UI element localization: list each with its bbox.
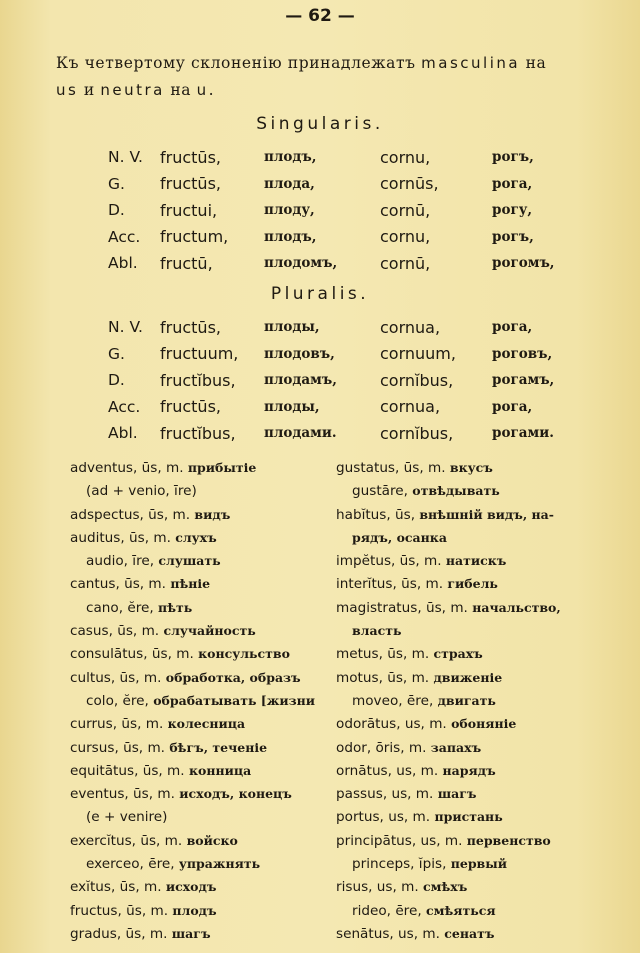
vocab-entry [70,712,370,735]
vocab-entry [70,596,370,619]
vocab-entry [336,805,636,828]
vocab-russian: прибытіе [187,460,257,475]
vocab-latin: adspectus, ūs, m. [70,506,195,523]
intro-text-2: на [520,54,547,72]
vocab-entry [70,526,370,549]
vocab-russian: нарядъ [442,762,496,778]
case-label: Abl. [108,424,138,443]
singularis-row [108,144,582,171]
russian-plod: плодовъ, [264,345,335,362]
vocab-entry [336,549,636,572]
vocab-russian: запахъ [430,739,482,755]
latin-cornu: cornūs, [380,174,439,194]
vocab-latin: senātus, us, m. [336,925,445,942]
latin-fructus: fructĭbus, [160,370,236,390]
vocab-entry [336,759,636,782]
vocab-entry [70,456,370,479]
vocab-right-column [336,456,636,945]
vocab-latin: adventus, ūs, m. [70,460,188,476]
vocab-russian: пѣть [158,599,193,615]
vocab-latin: odor, ōris, m. [336,739,431,756]
vocab-entry [70,666,370,689]
russian-plod: плодамъ, [264,372,337,389]
vocab-russian: плодъ [172,902,217,918]
vocab-russian: гибель [447,576,498,592]
vocab-russian: исходъ [165,879,217,895]
vocab-russian: отвѣдывать [412,483,500,499]
vocab-russian: обработка, образъ [165,669,301,685]
vocab-russian: обрабатывать [жизни [153,692,315,708]
pluralis-table [108,314,582,447]
latin-fructus: fructum, [160,227,229,247]
vocab-russian: бѣгъ, теченіе [169,739,268,755]
vocab-latin: gustāre, [352,483,413,500]
pluralis-row [108,341,582,368]
russian-rog: рога, [492,319,533,336]
vocab-latin: (e + venire) [86,809,168,826]
vocab-russian: войско [186,832,238,848]
intro-text-5: . [208,81,215,99]
vocab-latin: exercĭtus, ūs, m. [70,832,187,849]
pluralis-row [108,394,582,421]
vocab-entry [70,922,370,945]
vocab-latin: cantus, ūs, m. [70,576,171,593]
russian-plod: плодъ, [264,149,317,166]
vocab-russian: первый [450,856,508,872]
latin-fructus: fructū, [160,253,213,273]
vocab-russian: рядъ, осанка [352,529,447,545]
vocab-entry [336,503,636,526]
vocab-latin: (ad + venio, īre) [86,483,197,500]
russian-rog: рога, [492,398,533,415]
latin-cornu: cornū, [380,200,431,220]
russian-plod: плоду, [264,202,315,219]
latin-cornu: cornĭbus, [380,423,454,443]
singularis-table [108,144,582,277]
russian-plod: плодами. [264,425,337,442]
vocab-latin: moveo, ēre, [352,692,438,709]
latin-fructus: fructūs, [160,147,221,167]
vocab-russian: слухъ [175,529,217,545]
vocab-russian: видъ [194,506,231,522]
russian-plod: плода, [264,175,315,192]
vocab-entry [336,479,636,502]
vocab-latin: currus, ūs, m. [70,716,168,733]
vocab-latin: magistratus, ūs, m. [336,599,473,616]
vocab-entry [70,852,370,875]
vocab-entry [70,572,370,595]
vocab-latin: exĭtus, ūs, m. [70,879,166,896]
russian-plod: плодъ, [264,228,317,245]
vocab-latin: motus, ūs, m. [336,669,434,686]
vocab-latin: fructus, ūs, m. [70,902,173,919]
vocab-latin: casus, ūs, m. [70,623,164,640]
singularis-heading: Singularis. [256,114,384,134]
case-label: D. [108,371,125,390]
intro-ending-us: us [56,81,79,99]
vocab-entry [70,689,370,712]
vocab-russian: консульство [198,646,290,662]
vocab-latin: interĭtus, ūs, m. [336,576,448,593]
vocab-russian: двигать [437,692,496,708]
latin-cornu: cornū, [380,253,431,273]
vocab-latin: auditus, ūs, m. [70,529,176,546]
vocab-latin: impĕtus, ūs, m. [336,553,446,570]
russian-plod: плодомъ, [264,255,338,272]
vocab-latin: eventus, ūs, m. [70,786,180,803]
russian-rog: рогу, [492,202,533,219]
vocab-latin: gustatus, ūs, m. [336,460,450,476]
russian-rog: рогомъ, [492,255,555,272]
vocab-latin: cano, ĕre, [86,599,159,616]
vocab-russian: обоняніе [451,716,517,732]
vocab-russian: шагъ [171,925,211,941]
latin-cornu: cornu, [380,227,431,247]
russian-plod: плоды, [264,319,320,336]
case-label: G. [108,174,125,193]
vocab-entry [336,666,636,689]
vocab-entry [336,782,636,805]
russian-rog: рогъ, [492,149,534,166]
vocab-entry [336,899,636,922]
pluralis-heading: Pluralis. [270,284,370,304]
vocab-latin: colo, ĕre, [86,692,154,709]
intro-ending-u: u [196,81,209,99]
latin-fructus: fructūs, [160,397,221,417]
pluralis-row [108,314,582,341]
russian-plod: плоды, [264,398,320,415]
vocab-latin: rideo, ēre, [352,902,426,919]
intro-text-4: на [164,81,197,99]
vocab-latin: habĭtus, ūs, [336,506,420,523]
russian-rog: рогами. [492,425,554,442]
vocab-entry [336,852,636,875]
vocab-russian: власть [352,623,402,639]
singularis-row [108,197,582,224]
case-label: Abl. [108,254,138,273]
pluralis-row [108,367,582,394]
case-label: N. V. [108,148,143,167]
case-label: Acc. [108,227,141,246]
vocab-russian: сенатъ [444,925,495,941]
intro-latin-neutra: neutra [100,81,165,99]
vocab-latin: ornātus, us, m. [336,762,443,779]
vocab-russian: исходъ, конецъ [179,786,292,802]
vocab-entry [70,549,370,572]
vocab-entry [336,922,636,945]
latin-cornu: cornua, [380,397,441,417]
singularis-row [108,224,582,251]
vocab-russian: пѣніе [170,576,211,592]
vocab-latin: princeps, ĭpis, [352,856,451,873]
vocab-entry [70,805,370,828]
vocab-latin: cultus, ūs, m. [70,669,166,686]
singularis-row [108,250,582,277]
vocab-entry [70,642,370,665]
vocab-latin: odorātus, us, m. [336,716,452,733]
latin-cornu: cornuum, [380,344,456,364]
vocab-russian: смѣяться [425,902,496,918]
russian-rog: рога, [492,175,533,192]
intro-paragraph [56,50,626,104]
case-label: D. [108,201,125,220]
vocab-entry [70,736,370,759]
vocab-latin: portus, us, m. [336,809,435,826]
vocab-russian: колесница [167,716,246,732]
vocab-latin: passus, us, m. [336,786,438,803]
vocab-russian: внѣшній видъ, на- [419,506,554,522]
case-label: G. [108,344,125,363]
pluralis-row [108,420,582,447]
vocab-russian: шагъ [437,786,477,802]
vocab-entry [70,875,370,898]
vocab-russian: вкусъ [449,460,493,475]
vocab-entry [70,782,370,805]
singularis-row [108,171,582,198]
vocab-left-column [70,456,370,945]
vocab-russian: страхъ [433,646,483,662]
case-label: N. V. [108,318,143,337]
vocab-russian: пристань [434,809,503,825]
vocab-entry [70,503,370,526]
vocab-entry [336,456,636,479]
vocab-latin: gradus, ūs, m. [70,925,172,942]
latin-fructus: fructūs, [160,174,221,194]
vocab-entry [336,712,636,735]
russian-rog: рогъ, [492,228,534,245]
intro-text-3: и [78,81,101,99]
russian-rog: роговъ, [492,345,553,362]
latin-cornu: cornua, [380,317,441,337]
latin-fructus: fructuum, [160,344,239,364]
vocab-latin: exerceo, ēre, [86,856,179,873]
vocab-russian: конница [188,762,252,778]
case-label: Acc. [108,397,141,416]
vocab-latin: audio, īre, [86,553,159,570]
vocab-russian: смѣхъ [423,879,468,895]
vocab-entry [336,642,636,665]
intro-latin-masculina: masculina [421,54,521,72]
vocab-russian: слушать [158,553,221,569]
vocab-entry [336,596,636,619]
latin-cornu: cornĭbus, [380,370,454,390]
vocab-entry [336,829,636,852]
page-number: — 62 — [285,6,355,26]
latin-fructus: fructĭbus, [160,423,236,443]
vocab-entry [70,899,370,922]
russian-rog: рогамъ, [492,372,555,389]
vocab-latin: principātus, us, m. [336,832,467,849]
vocab-entry [336,526,636,549]
vocab-entry [70,829,370,852]
latin-fructus: fructūs, [160,317,221,337]
vocab-russian: первенство [466,832,551,848]
vocab-entry [336,689,636,712]
intro-text-1: Къ четвертому склоненію принадлежатъ [56,54,422,72]
latin-fructus: fructui, [160,200,218,220]
vocab-russian: натискъ [445,553,507,569]
vocab-latin: consulātus, ūs, m. [70,646,199,663]
vocab-entry [336,572,636,595]
vocab-russian: упражнять [178,856,261,872]
vocab-latin: metus, ūs, m. [336,646,434,663]
vocab-entry [336,619,636,642]
vocab-entry [70,619,370,642]
latin-cornu: cornu, [380,147,431,167]
vocab-entry [336,875,636,898]
vocab-russian: случайность [163,623,256,639]
vocab-entry [70,479,370,502]
vocab-russian: движеніе [433,669,503,685]
vocab-latin: cursus, ūs, m. [70,739,170,756]
vocab-entry [70,759,370,782]
vocab-russian: начальство, [472,599,561,615]
vocab-latin: equitātus, ūs, m. [70,762,189,779]
vocab-latin: risus, us, m. [336,879,424,896]
vocab-entry [336,736,636,759]
